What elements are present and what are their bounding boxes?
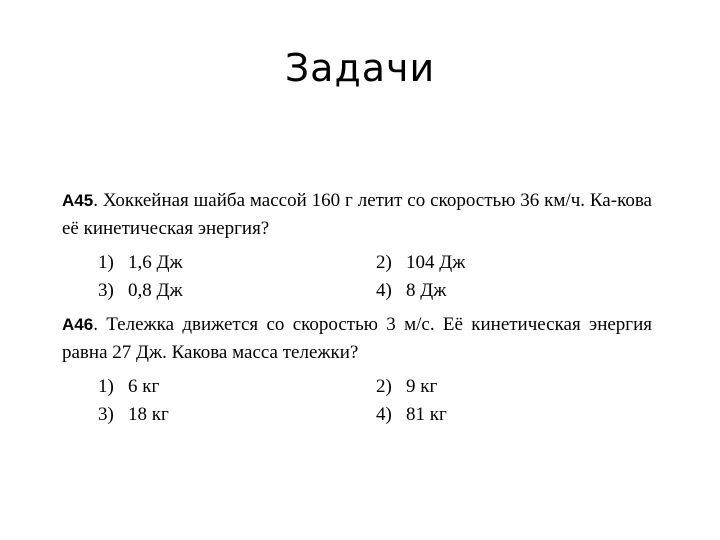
answer-value: 9 кг [406, 376, 438, 397]
problem-number-separator: . [93, 314, 107, 335]
answer-value: 0,8 Дж [128, 280, 183, 301]
answer-option-3 [98, 401, 169, 429]
answer-number: 4) [376, 404, 392, 425]
answer-number: 3) [98, 404, 114, 425]
answer-number: 4) [376, 280, 392, 301]
problem-number-separator: . [93, 190, 103, 211]
answer-value: 104 Дж [406, 252, 466, 273]
answer-options [62, 249, 652, 305]
problem-text: Хоккейная шайба массой 160 г летит со скоростью 36 км/ч. Ка-кова её кинетическая энергия? [62, 190, 652, 239]
answer-option-4 [376, 401, 447, 429]
problem-a46 [62, 311, 652, 429]
problem-text: Тележка движется со скоростью 3 м/с. Её кинетическая энергия равна 27 Дж. Какова масса тележки? [62, 314, 653, 363]
answer-number: 1) [98, 252, 114, 273]
answer-value: 81 кг [406, 404, 447, 425]
answer-option-2 [376, 249, 465, 277]
slide-title: Задачи [284, 46, 436, 90]
answer-option-1 [98, 249, 183, 277]
answer-number: 2) [376, 376, 392, 397]
answer-value: 8 Дж [406, 280, 447, 301]
answer-option-1 [98, 373, 159, 401]
answer-number: 3) [98, 280, 114, 301]
answer-options [62, 373, 652, 429]
answer-option-2 [376, 373, 437, 401]
answer-number: 2) [376, 252, 392, 273]
problem-statement [62, 311, 652, 367]
problem-number: A45 [62, 191, 94, 210]
problem-a45 [62, 187, 652, 305]
answer-value: 18 кг [128, 404, 169, 425]
answer-option-3 [98, 277, 183, 305]
answer-value: 6 кг [128, 376, 160, 397]
answer-value: 1,6 Дж [128, 252, 183, 273]
problem-statement [62, 187, 652, 243]
answer-option-4 [376, 277, 446, 305]
problem-number: A46 [62, 315, 94, 334]
answer-number: 1) [98, 376, 114, 397]
